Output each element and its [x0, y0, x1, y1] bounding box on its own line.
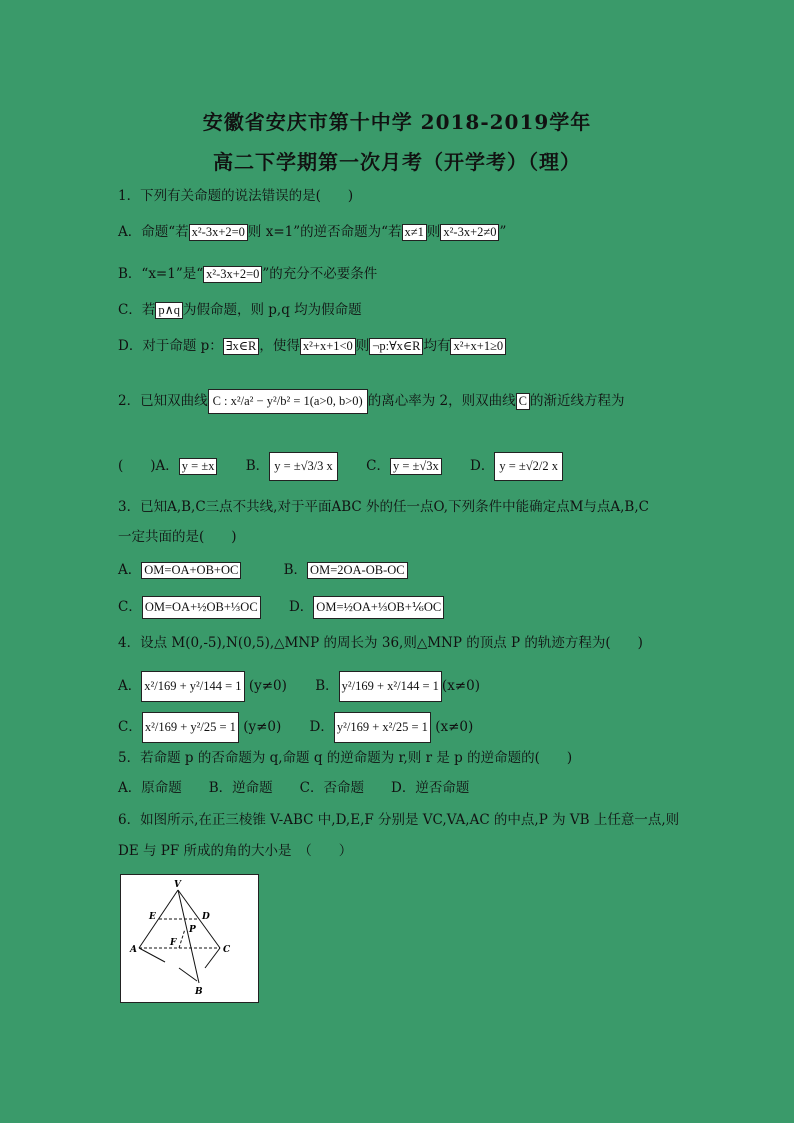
q2-options	[118, 452, 563, 481]
q1-option-b	[118, 265, 377, 283]
q2-option-b: y = ±√3/3 x	[269, 452, 338, 481]
q3-stem-line2: 一定共面的是( )	[118, 529, 237, 545]
q2-d-label: D．	[470, 458, 495, 474]
q2-option-c: y = ±√3x	[390, 458, 442, 475]
q1-d-text3: 则	[355, 338, 370, 354]
q6-stem-line2: DE 与 PF 所成的角的大小是 （ ）	[118, 843, 353, 859]
edge-cb	[205, 948, 220, 968]
label-d: D	[202, 912, 210, 922]
q3-c-label: C．	[118, 599, 142, 615]
q1-b-text2: ”的充分不必要条件	[262, 266, 378, 282]
q1-d-formula1: ∃x∈R	[223, 338, 260, 355]
label-f: F	[170, 938, 177, 948]
q4-stem: 4．设点 M(0,-5),N(0,5),△MNP 的周长为 36,则△MNP 的顶点 P 的轨迹方程为( )	[118, 635, 643, 651]
q1-a-formula1: x²-3x+2=0	[189, 224, 248, 241]
q1-a-formula3: x²-3x+2≠0	[440, 224, 499, 241]
q1-b-formula: x²-3x+2=0	[203, 266, 262, 283]
q1-option-c	[118, 301, 362, 319]
q2-stem	[118, 389, 624, 414]
q1-a-text2: 则 x=1”的逆否命题为“若	[247, 224, 402, 240]
q5-options: A．原命题 B．逆命题 C．否命题 D．逆否命题	[118, 780, 470, 796]
q2-paren: ( )A．	[118, 458, 179, 474]
q4-option-c: x²/169 + y²/25 = 1	[142, 712, 239, 743]
q2-option-a: y = ±x	[179, 458, 218, 475]
label-v: V	[174, 880, 181, 890]
q2-stem-text: 2．已知双曲线	[118, 393, 208, 409]
q1-d-formula3: ¬p:∀x∈R	[369, 338, 423, 355]
q1-a-formula2: x≠1	[402, 224, 427, 241]
q2-curve-formula: C : x²/a² − y²/b² = 1(a>0, b>0)	[208, 389, 368, 414]
q3-d-label: D．	[288, 599, 314, 615]
q1-c-formula: p∧q	[155, 302, 183, 319]
label-b: B	[195, 987, 203, 997]
q3-b-label: B．	[283, 562, 308, 578]
q4-a-cond: (y≠0)	[248, 678, 287, 694]
q3-a-label: A．	[118, 562, 142, 578]
q1-stem: 1．下列有关命题的说法错误的是( )	[118, 188, 354, 204]
q1-option-d	[118, 337, 506, 355]
q1-d-text4: 均有	[423, 338, 451, 354]
q4-option-d: y²/169 + x²/25 = 1	[334, 712, 431, 743]
q3-options-ab	[118, 561, 408, 579]
q5-stem: 5．若命题 p 的否命题为 q,命题 q 的逆命题为 r,则 r 是 p 的逆命题的( )	[118, 750, 573, 766]
q1-a-text: A．命题“若	[118, 224, 189, 240]
q2-curve-name: C	[516, 393, 530, 410]
label-c: C	[223, 945, 231, 955]
q1-a-text4: ”	[499, 224, 507, 240]
q4-option-b: y²/169 + x²/144 = 1	[339, 671, 442, 702]
q6-stem-line1: 6．如图所示,在正三棱锥 V-ABC 中,D,E,F 分别是 VC,VA,AC 的中点,P 为 VB 上任意一点,则	[118, 812, 680, 828]
label-a: A	[130, 945, 137, 955]
q2-c-label: C．	[366, 458, 390, 474]
exam-title-line1: 安徽省安庆市第十中学 2018-2019学年	[202, 110, 592, 134]
q1-c-text: C．若	[118, 302, 156, 318]
q3-stem-line1: 3．已知A,B,C三点不共线,对于平面ABC 外的任一点O,下列条件中能确定点M与点A,B,C	[118, 499, 649, 515]
q1-a-text3: 则	[426, 224, 441, 240]
q4-a-label: A．	[118, 678, 142, 694]
q3-options-cd	[118, 596, 444, 619]
q4-d-cond: (x≠0)	[435, 719, 474, 735]
q1-d-text: D．对于命题 p：	[118, 338, 223, 354]
q3-option-c: OM=OA+½OB+⅓OC	[142, 596, 261, 619]
q1-d-text2: ，使得	[259, 338, 300, 354]
pyramid-diagram	[121, 875, 258, 1002]
q1-b-text: B．“x=1”是“	[118, 266, 204, 282]
q2-b-label: B．	[245, 458, 270, 474]
edge-ab-lower	[179, 968, 197, 981]
q2-option-d: y = ±√2/2 x	[494, 452, 563, 481]
q1-d-formula2: x²+x+1<0	[300, 338, 356, 355]
q3-option-b: OM=2OA-OB-OC	[307, 562, 408, 579]
edge-ab	[139, 948, 165, 962]
q2-stem-text2: 的离心率为 2，则双曲线	[367, 393, 516, 409]
pyramid-figure	[120, 874, 259, 1003]
q1-option-a	[118, 223, 506, 241]
q4-d-label: D．	[309, 719, 334, 735]
q4-b-cond: (x≠0)	[441, 678, 480, 694]
q4-c-cond: (y≠0)	[243, 719, 282, 735]
q2-stem-text3: 的渐近线方程为	[529, 393, 625, 409]
q3-option-d: OM=½OA+⅓OB+⅙OC	[313, 596, 444, 619]
exam-title-line2: 高二下学期第一次月考（开学考）（理）	[213, 150, 581, 174]
segment-pf-dashed	[179, 929, 185, 948]
q4-options-ab	[118, 671, 480, 702]
q4-c-label: C．	[118, 719, 142, 735]
label-e: E	[149, 912, 156, 922]
q1-d-formula4: x²+x+1≥0	[450, 338, 506, 355]
q4-b-label: B．	[315, 678, 339, 694]
q4-option-a: x²/169 + y²/144 = 1	[141, 671, 244, 702]
q3-option-a: OM=OA+OB+OC	[141, 562, 241, 579]
q4-options-cd	[118, 712, 473, 743]
q1-c-text2: 为假命题，则 p,q 均为假命题	[183, 302, 362, 318]
label-p: P	[189, 925, 196, 935]
